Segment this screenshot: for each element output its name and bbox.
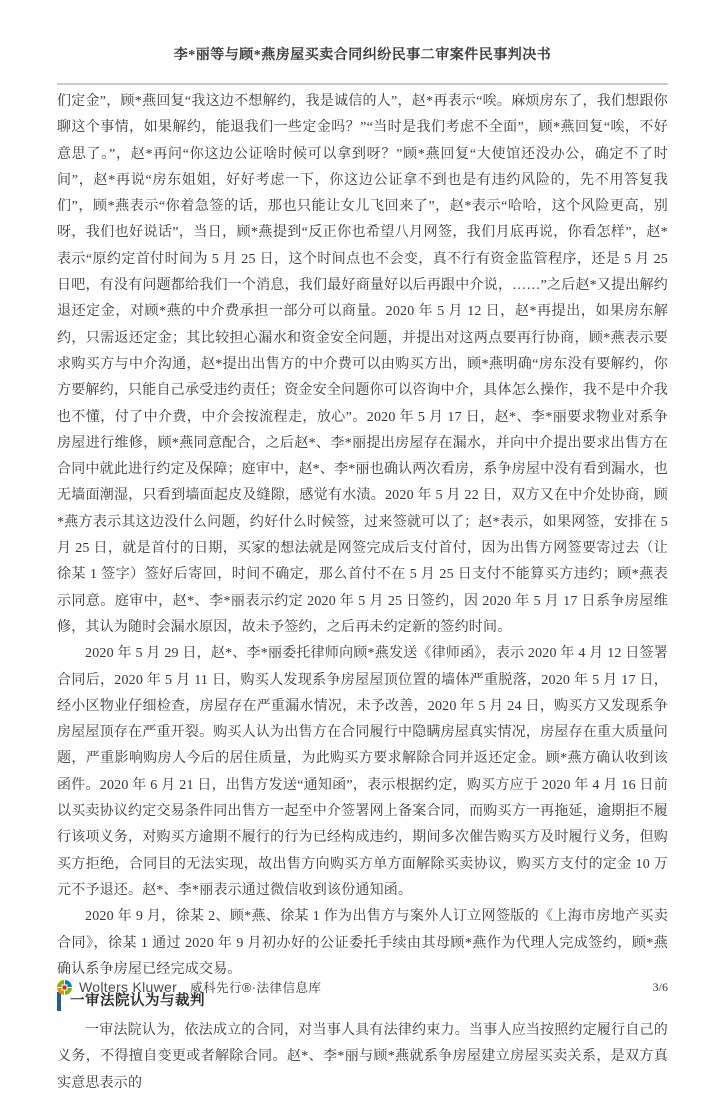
body-paragraph: 一审法院认为，依法成立的合同，对当事人具有法律约束力。当事人应当按照约定履行自己的义务，不得擅自变更或者解除合同。赵*、李*丽与顾*燕就系争房屋建立房屋买卖关系，是双方真实意思表示的 [57,1023,668,1091]
section-heading-label: 一审法院认为与裁判 [70,992,205,1009]
page-number: 3/6 [652,979,668,994]
document-title: 李*丽等与顾*燕房屋买卖合同纠纷民事二审案件民事判决书 [173,48,552,63]
wolters-kluwer-logo-icon [57,980,72,995]
title-divider [57,83,668,85]
body-paragraph: 2020 年 5 月 29 日，赵*、李*丽委托律师向顾*燕发送《律师函》，表示 2020 年 4 月 12 日签署合同后，2020 年 5 月 11 日，购买人发现系争房屋屋顶位置的墙体严重脱落，2020 年 5 月 17 日，经小区物业仔细检查，房屋存在严重漏水情况，未予改善，2020 年 5 月 24 日，购买方又发现系争房屋屋顶存在严重开裂。购买人认为出售方在合同履行中隐瞒房屋真实情况，房屋存在重大质量问题，严重影响购房人今后的居住质量，为此购买方要求解除合同并返还定金。顾*燕方确认收到该函件。2020 年 6 月 21 日，出售方发送“通知函”，表示根据约定，购买方应于 2020 年 4 月 16 日前以买卖协议约定交易条件同出售方一起至中介签署网上备案合同，而购买方一再拖延，逾期拒不履行该项义务，对购买方逾期不履行的行为已经构成违约，期间多次催告购买方及时履行义务，但购买方拒绝，合同目的无法实现，故出售方向购买方单方面解除买卖协议，购买方支付的定金 10 万元不予退还。赵*、李*丽表示通过微信收到该份通知函。 [57,646,668,898]
page-footer [57,978,668,996]
brand-name: Wolters Kluwer [79,979,178,995]
body-paragraph: 2020 年 9 月，徐某 2、顾*燕、徐某 1 作为出售方与案外人订立网签版的《上海市房地产买卖合同》，徐某 1 通过 2020 年 9 月初办好的公证委托手续由其母顾*燕作为代理人完成签约，顾*燕确认系争房屋已经完成交易。 [57,909,668,977]
body-paragraph: 们定金”，顾*燕回复“我这边不想解约，我是诚信的人”，赵*再表示“唉。麻烦房东了，我们想跟你聊这个事情，如果解约，能退我们一些定金吗？”“当时是我们考虑不全面”，顾*燕回复“唉，不好意思了。”，赵*再问“你这边公证啥时候可以拿到呀？”顾*燕回复“大使馆还没办公，确定不了时间”，赵*再说“房东姐姐，好好考虑一下，你这边公证拿不到也是有违约风险的，先不用答复我们”，顾*燕表示“你着急签的话，那也只能让女儿飞回来了”，赵*表示“哈哈，这个风险更高，别呀，我们也好说话”，当日，顾*燕提到“反正你也希望八月网签，我们月底再说，你看怎样”，赵*表示“原约定首付时间为 5 月 25 日，这个时间点也不会变，真不行有资金监管程序，还是 5 月 25 日吧，有没有问题都给我们一个消息，我们最好商量好以后再跟中介说，……”之后赵*又提出解约退还定金，对顾*燕的中介费承担一部分可以商量。2020 年 5 月 12 日，赵*再提出，如果房东解约，只需返还定金；其比较担心漏水和资金安全问题，并提出对这两点要再行协商，顾*燕表示要求购买方与中介沟通，赵*提出出售方的中介费可以由购买方出，顾*燕明确“房东没有要解约，你方要解约，只能自己承受违约责任；资金安全问题你可以咨询中介，具体怎么操作，我不是中介我也不懂，付了中介费，中介会按流程走，放心”。2020 年 5 月 17 日，赵*、李*丽要求物业对系争房屋进行维修，顾*燕同意配合，之后赵*、李*丽提出房屋存在漏水，并向中介提出要求出售方在合同中就此进行约定及保障；庭审中，赵*、李*丽也确认两次看房，系争房屋中没有看到漏水，也无墙面潮湿，只看到墙面起皮及缝隙，感觉有水渍。2020 年 5 月 22 日，双方又在中介处协商，顾*燕方表示其这边没什么问题，约好什么时候签，过来签就可以了；赵*表示，如果网签，安排在 5 月 25 日，就是首付的日期，买家的想法就是网签完成后支付首付，因为出售方网签要寄过去（让徐某 1 签字）签好后寄回，时间不确定，那么首付不在 5 月 25 日支付不能算买方违约；顾*燕表示同意。庭审中，赵*、李*丽表示约定 2020 年 5 月 25 日签约，因 2020 年 5 月 17 日系争房屋维修，其认为随时会漏水原因，故未予签约，之后再未约定新的签约时间。 [57,94,668,635]
product-name: 威科先行®·法律信息库 [190,981,322,995]
document-body [57,89,668,1097]
